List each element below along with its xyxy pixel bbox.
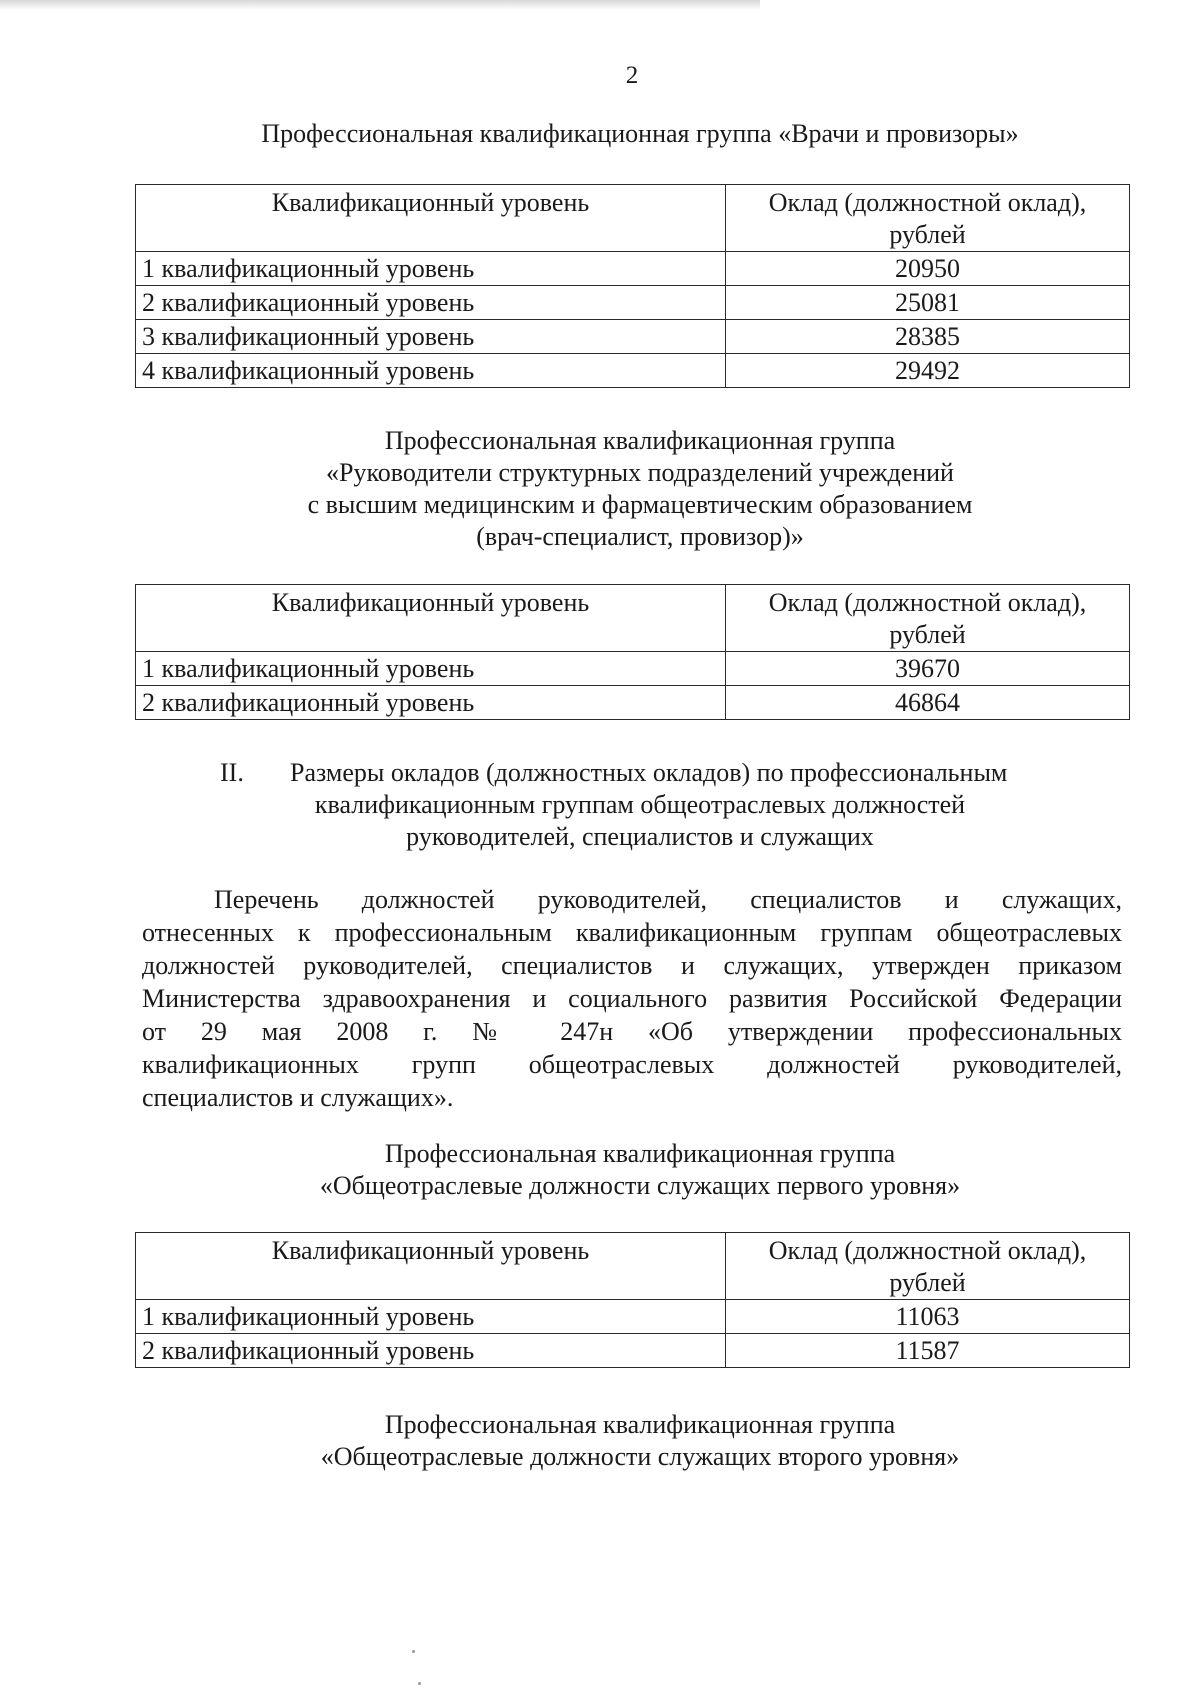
qualification-level-cell: 2 квалификационный уровень (136, 1334, 726, 1368)
salary-cell: 46864 (726, 686, 1130, 720)
header-salary-line2: рублей (889, 220, 966, 249)
table-row (136, 354, 1130, 388)
table-header-row (136, 1233, 1130, 1300)
group-title-line: «Руководители структурных подразделений учреждений (326, 458, 954, 487)
paragraph-line: квалификационных групп общеотраслевых должностей руководителей, (142, 1050, 1122, 1079)
group-title-line: Профессиональная квалификационная группа «Врачи и провизоры» (261, 119, 1019, 148)
group-title-line: «Общеотраслевые должности служащих первого уровня» (319, 1171, 961, 1200)
salary-cell: 39670 (726, 652, 1130, 686)
page-number: 2 (625, 62, 639, 89)
section-number: II. (220, 758, 244, 787)
qualification-level-cell: 1 квалификационный уровень (136, 1300, 726, 1334)
salary-cell: 11063 (726, 1300, 1130, 1334)
paragraph-line: специалистов и служащих». (142, 1083, 454, 1112)
section-title-line: квалификационным группам общеотраслевых должностей (314, 790, 966, 819)
paragraph-line: должностей руководителей, специалистов и служащих, утвержден приказом (142, 951, 1122, 980)
header-salary-line1: Оклад (должностной оклад), (768, 188, 1087, 217)
scan-speck (418, 1682, 421, 1685)
table-header-row (136, 585, 1130, 652)
section-heading (140, 757, 1140, 857)
qualification-level-cell: 2 квалификационный уровень (136, 286, 726, 320)
scan-speck (412, 1650, 415, 1653)
qualification-level-cell: 1 квалификационный уровень (136, 652, 726, 686)
salary-table-first-level-staff (135, 1232, 1130, 1368)
qualification-level-cell: 4 квалификационный уровень (136, 354, 726, 388)
group-title-line: «Общеотраслевые должности служащих второго уровня» (320, 1442, 960, 1471)
header-salary (726, 585, 1130, 652)
qualification-level-cell: 3 квалификационный уровень (136, 320, 726, 354)
header-salary (726, 1233, 1130, 1300)
qualification-level-cell: 2 квалификационный уровень (136, 686, 726, 720)
paragraph-line: Министерства здравоохранения и социального развития Российской Федерации (142, 984, 1122, 1013)
section-title-line: Размеры окладов (должностных окладов) по профессиональным (290, 758, 1008, 787)
group-title-line: (врач-специалист, провизор)» (476, 522, 804, 551)
group-title-line: Профессиональная квалификационная группа (384, 1410, 896, 1439)
body-paragraph (142, 883, 1122, 1114)
paragraph-line: отнесенных к профессиональным квалификационным группам общеотраслевых (142, 918, 1122, 947)
salary-cell: 29492 (726, 354, 1130, 388)
header-salary-line1: Оклад (должностной оклад), (768, 1236, 1087, 1265)
salary-cell: 28385 (726, 320, 1130, 354)
salary-table-doctors (135, 184, 1130, 388)
group-title-second-level-staff (200, 1409, 1080, 1473)
header-qualification-level: Квалификационный уровень (136, 185, 726, 252)
header-qualification-level: Квалификационный уровень (136, 1233, 726, 1300)
table-row (136, 686, 1130, 720)
table-row (136, 252, 1130, 286)
table-row (136, 652, 1130, 686)
table-row (136, 286, 1130, 320)
header-salary (726, 185, 1130, 252)
qualification-level-cell: 1 квалификационный уровень (136, 252, 726, 286)
salary-cell: 11587 (726, 1334, 1130, 1368)
table-row (136, 1334, 1130, 1368)
salary-cell: 20950 (726, 252, 1130, 286)
group-title-line: с высшим медицинским и фармацевтическим образованием (307, 490, 973, 519)
section-title-line: руководителей, специалистов и служащих (406, 822, 874, 851)
header-salary-line1: Оклад (должностной оклад), (768, 588, 1087, 617)
header-qualification-level: Квалификационный уровень (136, 585, 726, 652)
table-row (136, 1300, 1130, 1334)
group-title-doctors (200, 118, 1080, 150)
group-title-first-level-staff (200, 1138, 1080, 1202)
paragraph-line: от 29 мая 2008 г. № 247н «Об утверждении профессиональных (142, 1017, 1122, 1046)
salary-cell: 25081 (726, 286, 1130, 320)
header-salary-line2: рублей (889, 620, 966, 649)
group-title-department-heads (200, 425, 1080, 553)
group-title-line: Профессиональная квалификационная группа (384, 426, 896, 455)
table-header-row (136, 185, 1130, 252)
table-row (136, 320, 1130, 354)
header-salary-line2: рублей (889, 1268, 966, 1297)
group-title-line: Профессиональная квалификационная группа (384, 1139, 896, 1168)
paragraph-line: Перечень должностей руководителей, специалистов и служащих, (214, 885, 1122, 914)
salary-table-department-heads (135, 584, 1130, 720)
